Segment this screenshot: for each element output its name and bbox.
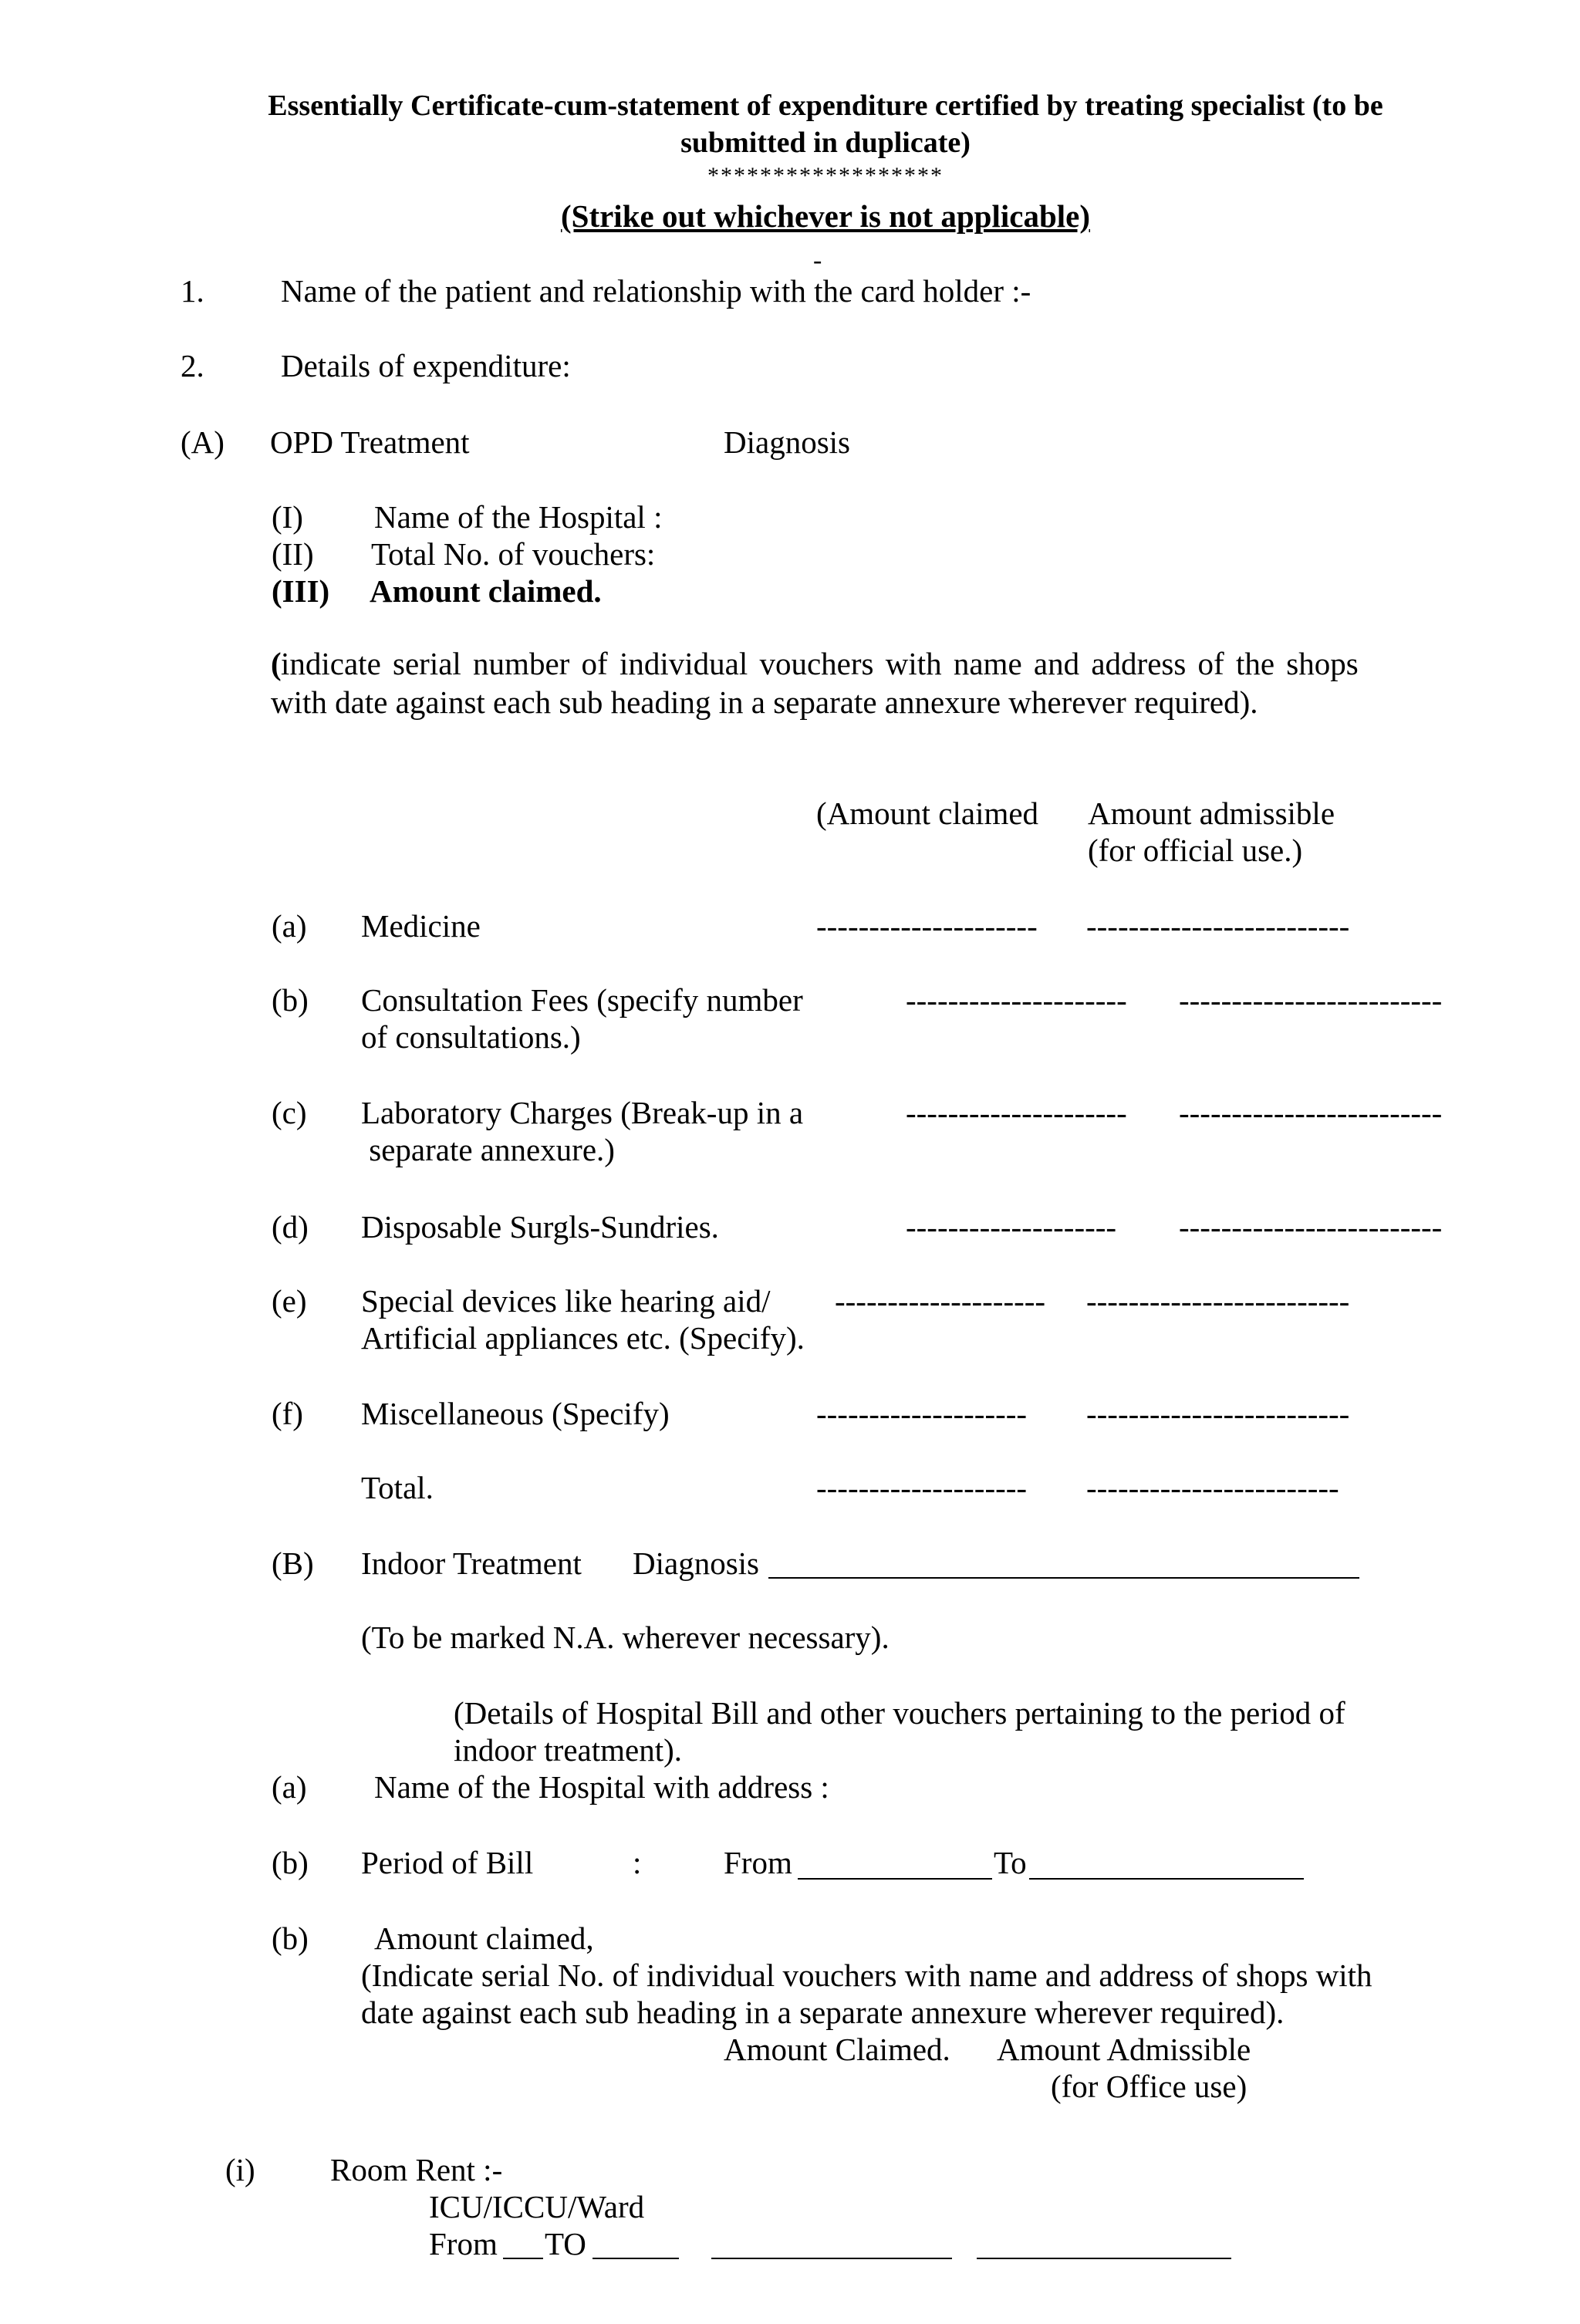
indoor-column-office-use: (for Office use) (1051, 2069, 1247, 2104)
column-header-official-use: (for official use.) (1088, 833, 1303, 868)
opd-iii-number: (III) (272, 573, 330, 609)
indoor-a-letter: (a) (272, 1769, 307, 1805)
amount-admissible-blank[interactable]: ------------------------- (1086, 908, 1350, 944)
indoor-voucher-note-line-2: date against each sub heading in a separate annexure wherever required). (361, 1995, 1285, 2030)
hospital-bill-details-line-2: indoor treatment). (454, 1732, 683, 1768)
voucher-note-line-2: with date against each sub heading in a separate annexure wherever required). (271, 684, 1258, 720)
indoor-b2-letter: (b) (272, 1920, 309, 1956)
item-1-number: 1. (181, 273, 204, 309)
hospital-name-label: Name of the Hospital : (374, 499, 663, 535)
opd-diagnosis-label: Diagnosis (724, 424, 850, 460)
column-header-amount-admissible: Amount admissible (1088, 795, 1335, 831)
amount-claimed-blank[interactable]: -------------------- (816, 1396, 1028, 1431)
period-of-bill-label: Period of Bill (361, 1845, 534, 1880)
room-rent-number: (i) (225, 2152, 255, 2187)
amount-admissible-blank[interactable]: ------------------------- (1086, 1396, 1350, 1431)
column-header-amount-claimed: (Amount claimed (816, 795, 1039, 831)
amount-claimed-blank[interactable]: --------------------- (906, 982, 1127, 1018)
indoor-column-amount-admissible: Amount Admissible (997, 2032, 1251, 2067)
amount-admissible-blank[interactable]: ------------------------- (1179, 1209, 1443, 1245)
row-letter: (f) (272, 1396, 303, 1431)
amount-admissible-blank[interactable]: ------------------------- (1179, 1095, 1443, 1130)
patient-name-label: Name of the patient and relationship with the card holder :- (281, 273, 1031, 309)
indoor-amount-claimed-label: Amount claimed, (374, 1920, 594, 1956)
indoor-column-amount-claimed: Amount Claimed. (724, 2032, 950, 2067)
total-label: Total. (361, 1470, 434, 1505)
expenditure-details-label: Details of expenditure: (281, 348, 571, 383)
period-to-label: To (994, 1845, 1027, 1880)
row-letter: (d) (272, 1209, 309, 1245)
room-rent-from-blank-line[interactable] (503, 2258, 543, 2259)
indoor-b-letter: (b) (272, 1845, 309, 1880)
stray-dash-mark: - (813, 246, 822, 275)
indoor-voucher-note-line-1: (Indicate serial No. of individual vouchers with name and address of shops with (361, 1957, 1372, 1993)
total-claimed-blank[interactable]: -------------------- (816, 1470, 1028, 1505)
room-rent-to-label: TO (545, 2226, 586, 2262)
amount-admissible-blank[interactable]: ------------------------- (1179, 982, 1443, 1018)
period-from-label: From (724, 1845, 792, 1880)
room-rent-amount-admissible-line[interactable] (977, 2258, 1231, 2259)
strike-out-note: (Strike out whichever is not applicable) (561, 198, 1090, 234)
amount-admissible-blank[interactable]: ------------------------- (1086, 1283, 1350, 1319)
room-rent-to-blank-line[interactable] (592, 2258, 679, 2259)
item-2-number: 2. (181, 348, 204, 383)
room-rent-amount-claimed-line[interactable] (711, 2258, 952, 2259)
period-from-blank-line[interactable] (798, 1878, 992, 1880)
indoor-diagnosis-label: Diagnosis (633, 1545, 759, 1581)
amount-claimed-blank[interactable]: -------------------- (906, 1209, 1117, 1245)
opd-ii-number: (II) (272, 536, 314, 572)
row-label: Consultation Fees (specify number (361, 982, 803, 1018)
hospital-bill-details-line-1: (Details of Hospital Bill and other vouchers pertaining to the period of (454, 1695, 1345, 1731)
period-to-blank-line[interactable] (1029, 1878, 1304, 1880)
na-instruction: (To be marked N.A. wherever necessary). (361, 1620, 890, 1655)
row-letter: (c) (272, 1095, 307, 1130)
indoor-treatment-label: Indoor Treatment (361, 1545, 582, 1581)
amount-claimed-blank[interactable]: -------------------- (835, 1283, 1046, 1319)
form-title-line-1: Essentially Certificate-cum-statement of expenditure certified by treating specialist (to be (268, 90, 1383, 122)
total-admissible-blank[interactable]: ------------------------ (1086, 1470, 1339, 1505)
amount-claimed-label: Amount claimed. (370, 573, 602, 609)
opd-treatment-label: OPD Treatment (270, 424, 470, 460)
row-label-continued: of consultations.) (361, 1019, 581, 1055)
hospital-with-address-label: Name of the Hospital with address : (374, 1769, 829, 1805)
opd-i-number: (I) (272, 499, 303, 535)
amount-claimed-blank[interactable]: --------------------- (906, 1095, 1127, 1130)
row-letter: (b) (272, 982, 309, 1018)
section-b-marker: (B) (272, 1545, 314, 1581)
section-a-marker: (A) (181, 424, 225, 460)
amount-claimed-blank[interactable]: --------------------- (816, 908, 1038, 944)
row-label: Disposable Surgls-Sundries. (361, 1209, 719, 1245)
indoor-diagnosis-blank-line[interactable] (768, 1577, 1359, 1579)
icu-ward-label: ICU/ICCU/Ward (429, 2189, 645, 2224)
room-rent-from-label: From (429, 2226, 498, 2262)
room-rent-label: Room Rent :- (330, 2152, 503, 2187)
row-letter: (e) (272, 1283, 307, 1319)
voucher-note-open-paren: ( (271, 646, 282, 681)
total-vouchers-label: Total No. of vouchers: (371, 536, 656, 572)
row-label: Laboratory Charges (Break-up in a (361, 1095, 804, 1130)
row-label: Miscellaneous (Specify) (361, 1396, 670, 1431)
row-label: Medicine (361, 908, 481, 944)
row-letter: (a) (272, 908, 307, 944)
row-label: Special devices like hearing aid/ (361, 1283, 771, 1319)
row-label-continued: separate annexure.) (361, 1132, 615, 1167)
voucher-note-line-1: indicate serial number of individual vouchers with name and address of the shops (281, 646, 1359, 681)
form-title-line-2: submitted in duplicate) (680, 127, 971, 159)
period-colon: : (633, 1845, 642, 1880)
title-separator-stars: ****************** (707, 163, 944, 188)
row-label-continued: Artificial appliances etc. (Specify). (361, 1320, 805, 1356)
